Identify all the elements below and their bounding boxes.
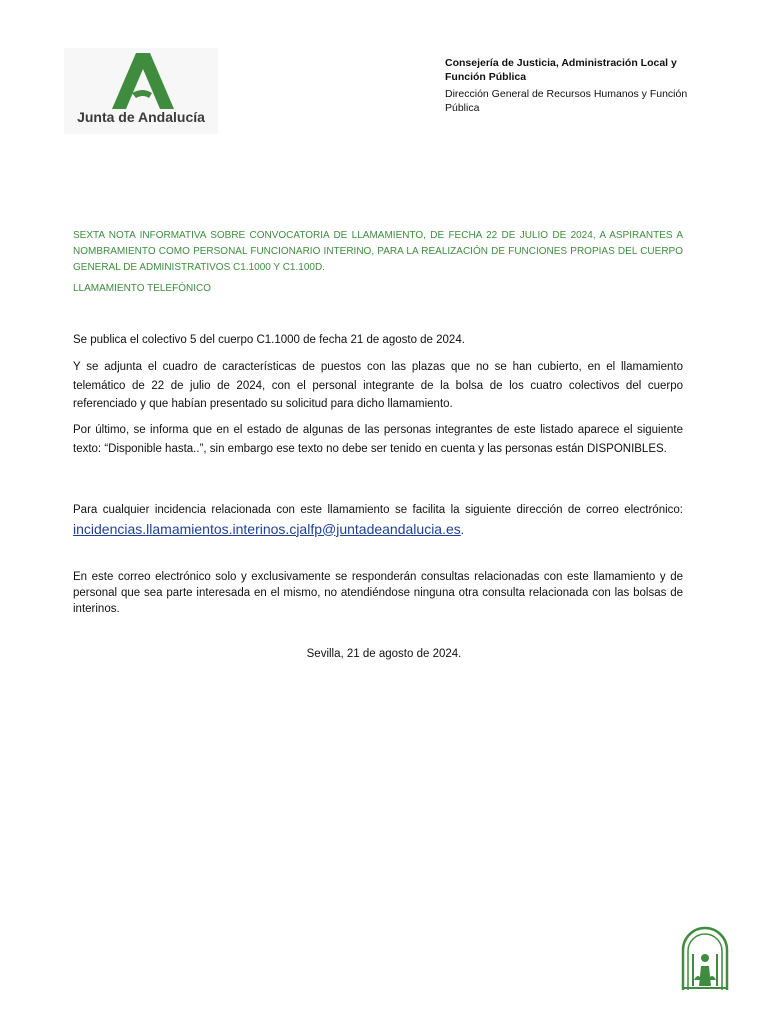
directorate-name: Dirección General de Recursos Humanos y Función Pública <box>445 88 688 114</box>
andalucia-coat-of-arms-icon <box>680 924 730 990</box>
paragraph-availability: Por último, se informa que en el estado de algunas de las personas integrantes de este listado aparece el siguiente texto: “Disponible hasta..”, sin embargo ese texto no debe ser tenido en cuenta y las personas están DISPONIBLES. <box>73 424 683 455</box>
department-header <box>445 57 695 115</box>
junta-andalucia-logo-icon <box>112 53 174 109</box>
contact-text: Para cualquier incidencia relacionada con este llamamiento se facilita la siguiente dirección de correo electrónico: <box>73 504 683 516</box>
contact-email-link[interactable]: incidencias.llamamientos.interinos.cjalfp@juntadeandalucia.es <box>73 520 461 537</box>
paragraph-publication: Se publica el colectivo 5 del cuerpo C1.1000 de fecha 21 de agosto de 2024. <box>73 334 465 346</box>
paragraph-contact <box>73 501 683 540</box>
junta-andalucia-logo <box>64 48 218 134</box>
logo-text: Junta de Andalucía <box>77 109 205 125</box>
document-subtitle: LLAMAMIENTO TELEFÓNICO <box>73 283 211 294</box>
paragraph-attachment: Y se adjunta el cuadro de características de puestos con las plazas que no se han cubierto, en el llamamiento telemático de 22 de julio de 2024, con el personal integrante de la bolsa de los cuatro colectivos del cuerpo referenciado y que habían presentado su solicitud para dicho llamamiento. <box>73 361 683 410</box>
department-name: Consejería de Justicia, Administración Local y Función Pública <box>445 57 677 83</box>
document-title: SEXTA NOTA INFORMATIVA SOBRE CONVOCATORIA DE LLAMAMIENTO, DE FECHA 22 DE JULIO DE 2024, A ASPIRANTES A NOMBRAMIENTO COMO PERSONAL FUNCIONARIO INTERINO, PARA LA REALIZACIÓN DE FUNCIONES PROPIAS DEL CUERPO GENERAL DE ADMINISTRATIVOS C1.1000 Y C1.100D. <box>73 230 683 273</box>
date-line: Sevilla, 21 de agosto de 2024. <box>306 648 462 660</box>
paragraph-email-scope: En este correo electrónico solo y exclusivamente se responderán consultas relacionadas con este llamamiento y de personal que sea parte interesada en el mismo, no atendiéndose ninguna otra consulta relacionada con las bolsas de interinos. <box>73 571 683 615</box>
contact-suffix: . <box>460 524 464 537</box>
